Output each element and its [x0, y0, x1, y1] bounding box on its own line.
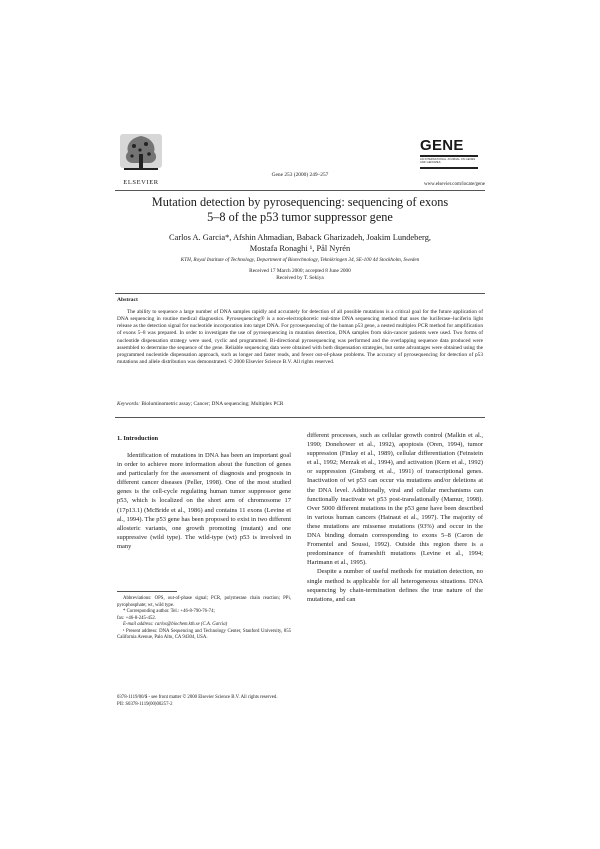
gene-logo-subtitle: AN INTERNATIONAL JOURNAL ON GENES AND GENOMES	[420, 158, 476, 165]
footnote-rule	[117, 591, 177, 592]
intro-right-paragraph-2: Despite a number of useful methods for mutation detection, no single method is applicable for all heterogeneous situations. DNA sequencing by chain-termination defines the true nature of the mutations, and can	[307, 568, 483, 603]
authors-line-1: Carlos A. Garcia*, Afshin Ahmadian, Baback Gharizadeh, Joakim Lundeberg,	[169, 233, 431, 242]
editor-line: Received by T. Sekiya	[276, 275, 324, 281]
journal-citation: Gene 253 (2000) 249–257	[271, 172, 329, 178]
footnote-email: E-mail address: carlos@biochem.kth.se (C.A. Garcia)	[123, 622, 228, 627]
intro-right-paragraph-1: different processes, such as cellular growth control (Malkin et al., 1990; Donehower et al., 1992), apoptosis (Oren, 1994), tumor suppression (Finlay et al., 1989), cellular differentiation (Feinstein et al., 1992; Merzak et al., 1994), and activation (Kern et al., 1992) or suppression (Ginsberg et al., 1991) of transcriptional genes. Inactivation of wt p53 can occur via mutations and/or deletions at the DNA level. Additionally, viral and cellular mechanisms can functionally inactivate wt p53 post-translationally (Mamur, 1998). Over 5000 different mutations in the p53 gene have been described in various human cancers (Hainaut et al., 1997). The majority of these mutations are missense mutations (93%) and occur in the DNA binding domain corresponding to exons 5–8 (Caron de Fromentel and Soussi, 1992). Outside this region there is a predominance of frameshift mutations (Levine et al., 1994; Hartmann et al., 1995).	[307, 432, 483, 567]
authors-line-2: Mostafa Ronaghi ¹, Pål Nyrén	[249, 244, 351, 253]
title-line-1: Mutation detection by pyrosequencing: sequencing of exons	[151, 195, 449, 209]
footnote-abbreviations: Abbreviations: OPS, out-of-phase signal; PCR, polymerase chain reaction; PPi, pyrophosphate; wt, wild type.	[117, 596, 291, 608]
abstract-heading: Abstract	[117, 297, 138, 303]
keywords-line	[117, 401, 483, 408]
footnote-present-address: ¹ Present address: DNA Sequencing and Technology Center, Stanford University, 855 California Avenue, Palo Alto, CA 94304, USA.	[117, 628, 291, 640]
journal-website: www.elsevier.com/locate/gene	[423, 182, 485, 187]
elsevier-logo	[118, 130, 164, 186]
gene-logo-text: GENE	[420, 137, 464, 154]
pii-line: PII: S0378-1119(00)00257-2	[117, 702, 173, 707]
abstract-top-rule	[115, 293, 485, 294]
intro-left-column: Identification of mutations in DNA has been an important goal in order to achieve more information about the function of genes and particularly for the assessment of diagnosis and prognosis in different cancer diseases (Peller, 1998). One of the most studied genes is the cell-cycle regulating human tumor suppressor gene p53, which is localized on the short arm of chromosome 17 (17p13.1) (McBride et al., 1986) and contains 11 exons (Levine et al., 1994). The p53 gene has been proposed to exist in two different allosteric variants, one growth promoting (mutant) and one suppressive (wild type). The wild-type (wt) p53 is involved in many	[117, 452, 291, 550]
gene-journal-logo	[420, 138, 480, 169]
abstract-bottom-rule	[115, 417, 485, 418]
footnote-corresponding: * Corresponding author. Tel.: +46-8-790-76-74;	[123, 609, 215, 614]
intro-right-column	[307, 431, 483, 604]
gene-logo-bar	[420, 155, 478, 157]
footnote-fax: fax: +46-8-245-452.	[117, 615, 156, 621]
gene-logo-bar-bottom	[420, 167, 478, 169]
affiliation: KTH, Royal Institute of Technology, Department of Biotechnology, Teknikringen 34, SE-100 44 Stockholm, Sweden	[180, 257, 420, 263]
footnotes	[117, 596, 291, 642]
author-list	[100, 232, 500, 254]
keywords-list: Bioluminometric assay; Cancer; DNA sequencing; Multiplex PCR	[141, 401, 284, 407]
received-dates: Received 17 March 2000; accepted 8 June 2000	[249, 268, 351, 274]
abstract-body: The ability to sequence a large number of DNA samples rapidly and accurately for detection of all possible mutations is a critical goal for the future application of DNA sequencing in routine medical diagnostics. Pyrosequencing® is a non-electrophoretic real-time DNA sequencing method that uses the luciferase–luciferin light release as the detection signal for nucleotide incorporation into target DNA. For pyrosequencing of the human p53 gene, a nested multiplex PCR method for amplification of exons 5–8 was prepared. In order to investigate the use of pyrosequencing in mutation detection, DNA samples from skin-cancer patients were used. Two forms of nucleotide dispensation strategy were used, cyclic and programmed. Bi-directional pyrosequencing was performed and the overlapping sequence data produced were assembled to determine the sequence of the gene. Reliable sequencing data were obtained with both dispensation strategies, but some advantages were obtained using the programmed nucleotide dispensation approach, such as longer and faster reads, and fewer out-of-phase problems. The accuracy of pyrosequencing for detection of p53 mutations and allele distribution was demonstrated. © 2000 Elsevier Science B.V. All rights reserved.	[117, 309, 483, 366]
copyright-line: 0378-1119/00/$ - see front matter © 2000 Elsevier Science B.V. All rights reserved.	[117, 695, 278, 700]
introduction-heading: 1. Introduction	[117, 435, 159, 442]
header-rule	[115, 190, 485, 191]
title-line-2: 5–8 of the p53 tumor suppressor gene	[207, 209, 393, 224]
keywords-label: Keywords:	[117, 401, 140, 407]
article-title	[100, 195, 500, 224]
elsevier-tree-icon	[118, 130, 164, 174]
publisher-name: ELSEVIER	[123, 179, 159, 186]
